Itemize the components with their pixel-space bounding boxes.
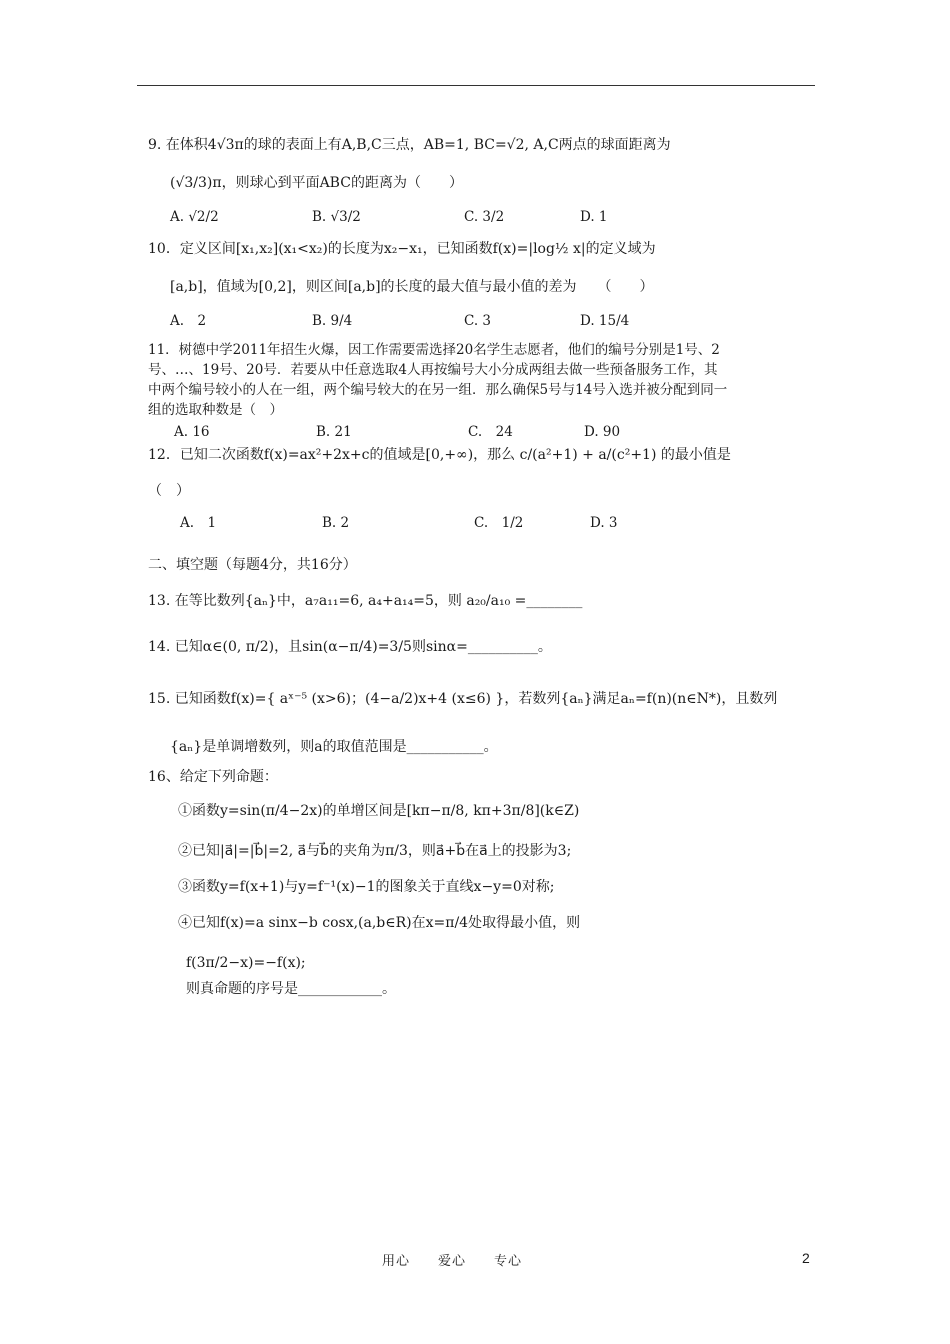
q11-option-c: C. 24 xyxy=(468,424,513,440)
q9-line2: (√3/3)π，则球心到平面ABC的距离为（ ） xyxy=(170,175,463,191)
q16-statement-4-cont: f(3π/2−x)=−f(x); xyxy=(186,955,306,971)
q16-statement-2: ②已知|a⃗|=|b⃗|=2, a⃗与b⃗的夹角为π/3，则a⃗+b⃗在a⃗上的投影为3; xyxy=(178,843,572,859)
q12-option-d: D. 3 xyxy=(590,515,618,531)
q10-option-d: D. 15/4 xyxy=(580,313,630,329)
top-rule xyxy=(137,85,815,86)
q11-text: 11．树德中学2011年招生火爆，因工作需要需选择20名学生志愿者，他们的编号分别是1号、2号、…、19号、20号．若要从中任意选取4人再按编号大小分成两组去做一些预备服务工作，其中两个编号较小的人在一组，两个编号较大的在另一组．那么确保5号与14号入选并被分配到同一组的选取种数是（ ） xyxy=(148,342,728,418)
question-14 xyxy=(148,634,728,660)
question-16 xyxy=(148,764,728,1002)
q14-text: 14. 已知α∈(0, π/2)，且sin(α−π/4)=3/5则sinα=__________。 xyxy=(148,639,552,655)
q12-line1: 12．已知二次函数f(x)=ax²+2x+c的值域是[0,+∞)，那么 c/(a²+1) + a/(c²+1) 的最小值是 xyxy=(148,447,731,463)
q16-statement-3: ③函数y=f(x+1)与y=f⁻¹(x)−1的图象关于直线x−y=0对称; xyxy=(178,879,555,895)
q9-line1: 9. 在体积4√3π的球的表面上有A,B,C三点，AB=1, BC=√2, A,C两点的球面距离为 xyxy=(148,137,671,153)
question-11 xyxy=(148,340,728,442)
q12-option-c: C. 1/2 xyxy=(474,515,524,531)
q12-option-b: B. 2 xyxy=(322,515,350,531)
q10-option-b: B. 9/4 xyxy=(312,313,353,329)
q10-option-a: A. 2 xyxy=(170,313,207,329)
q15-line2: {aₙ}是单调增数列，则a的取值范围是___________。 xyxy=(170,739,498,755)
q16-statement-4: ④已知f(x)=a sinx−b cosx,(a,b∈R)在x=π/4处取得最小值，则 xyxy=(178,915,581,931)
q16-statement-1: ①函数y=sin(π/4−2x)的单增区间是[kπ−π/8, kπ+3π/8](k∈Z) xyxy=(178,803,580,819)
q10-line1: 10．定义区间[x₁,x₂](x₁<x₂)的长度为x₂−x₁，已知函数f(x)=|log½ x|的定义域为 xyxy=(148,241,656,257)
q9-option-c: C. 3/2 xyxy=(464,209,505,225)
q16-ask: 则真命题的序号是____________。 xyxy=(186,981,396,997)
q12-line2: （ ） xyxy=(148,483,190,499)
question-10 xyxy=(148,236,728,334)
question-15 xyxy=(148,686,778,760)
q9-option-b: B. √3/2 xyxy=(312,209,361,225)
q10-options xyxy=(148,300,728,334)
q12-options xyxy=(148,504,728,536)
q11-option-d: D. 90 xyxy=(584,424,621,440)
footer-motto: 用心 爱心 专心 xyxy=(382,1254,523,1269)
question-13 xyxy=(148,588,728,614)
q11-option-b: B. 21 xyxy=(316,424,352,440)
q10-line2: [a,b]，值域为[0,2]，则区间[a,b]的长度的最大值与最小值的差为 （ ） xyxy=(170,279,654,295)
q9-options xyxy=(148,196,728,230)
q12-option-a: A. 1 xyxy=(180,515,217,531)
q16-intro: 16、给定下列命题： xyxy=(148,769,278,785)
q15-line1: 15. 已知函数f(x)={ aˣ⁻⁵ (x>6)；(4−a/2)x+4 (x≤6) }，若数列{aₙ}满足aₙ=f(n)(n∈N*)，且数列 xyxy=(148,691,778,707)
question-12 xyxy=(148,442,731,536)
q13-text: 13. 在等比数列{aₙ}中，a₇a₁₁=6, a₄+a₁₄=5，则 a₂₀/a₁₀ =________ xyxy=(148,593,583,609)
q9-option-d: D. 1 xyxy=(580,209,608,225)
section-2-heading: 二、填空题（每题4分，共16分） xyxy=(148,557,357,573)
page-number: 2 xyxy=(802,1250,810,1266)
q11-option-a: A. 16 xyxy=(174,424,210,440)
q9-option-a: A. √2/2 xyxy=(170,209,219,225)
q11-options xyxy=(148,420,728,442)
question-9 xyxy=(148,132,728,230)
section-fill-in xyxy=(148,552,728,578)
q10-option-c: C. 3 xyxy=(464,313,492,329)
